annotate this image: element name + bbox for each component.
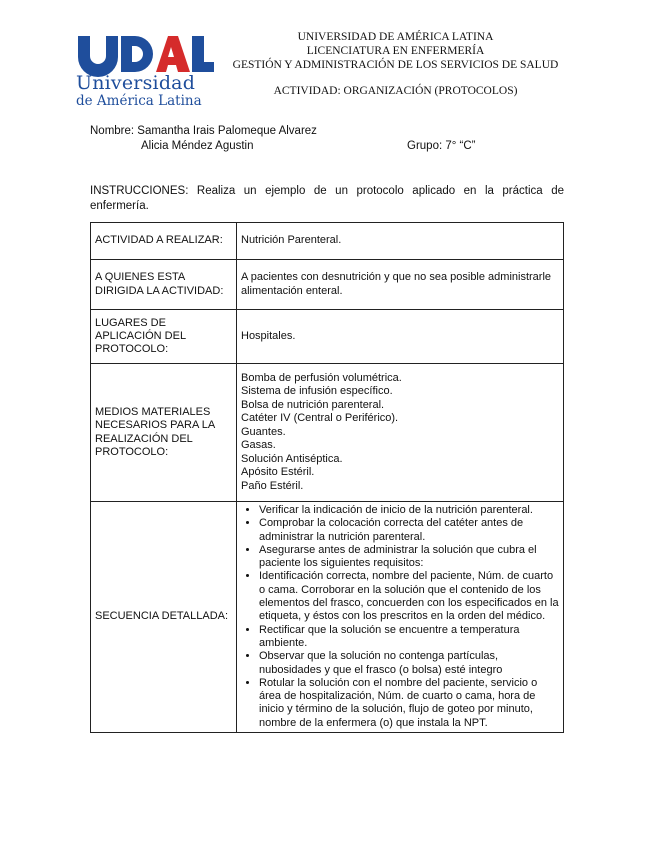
row-label: SECUENCIA DETALLADA:: [91, 502, 237, 733]
steps-cell: [237, 502, 564, 733]
list-item: • Verificar la indicación de inicio de la nutrición parenteral.: [259, 504, 559, 517]
row-label: A QUIENES ESTA DIRIGIDA LA ACTIVIDAD:: [91, 260, 237, 310]
table-row: [91, 310, 564, 364]
list-item: • Rotular la solución con el nombre del paciente, servicio o área de hospitalización, Núm. de cuarto o cama, hora de inicio y término de la solución, flujo de goteo por minuto, nombre de la enfermera (o) que instala la NPT.: [259, 677, 559, 730]
list-item: Gasas.: [241, 439, 276, 452]
row-value: Nutrición Parenteral.: [237, 223, 564, 260]
logo-text-line1: Universidad: [76, 72, 196, 94]
table-row: [91, 223, 564, 260]
list-item: Bolsa de nutrición parenteral.: [241, 398, 385, 411]
student-name-1: Nombre: Samantha Irais Palomeque Alvarez: [90, 125, 317, 137]
list-item: Catéter IV (Central o Periférico).: [241, 412, 399, 425]
student-name-2: Alicia Méndez Agustin: [141, 140, 254, 152]
list-item: Bomba de perfusión volumétrica.: [241, 371, 402, 384]
header-activity: ACTIVIDAD: ORGANIZACIÓN (PROTOCOLOS): [273, 85, 518, 97]
list-item: Sistema de infusión específico.: [241, 385, 393, 398]
list-item: • Comprobar la colocación correcta del catéter antes de administrar la nutrición parenteral.: [259, 517, 559, 544]
document-header: [218, 30, 573, 98]
row-label: LUGARES DE APLICACIÓN DEL PROTOCOLO:: [91, 310, 237, 364]
materials-list: [237, 364, 564, 502]
student-group: Grupo: 7° “C”: [407, 140, 476, 152]
table-row: [91, 364, 564, 502]
table-row: [91, 260, 564, 310]
list-item: • Asegurarse antes de administrar la solución que cubra el paciente los siguientes requisitos:: [259, 544, 559, 571]
list-item: Guantes.: [241, 425, 286, 438]
protocol-table: [90, 222, 564, 733]
table-row: [91, 502, 564, 733]
row-value: A pacientes con desnutrición y que no sea posible administrarle alimentación enteral.: [237, 260, 564, 310]
list-item: • Observar que la solución no contenga partículas, nubosidades y que el frasco (o bolsa) esté integro: [259, 650, 559, 677]
row-label: MEDIOS MATERIALES NECESARIOS PARA LA REALIZACIÓN DEL PROTOCOLO:: [91, 364, 237, 502]
list-item: • Rectificar que la solución se encuentre a temperatura ambiente.: [259, 624, 559, 651]
udal-logo: [74, 32, 214, 110]
logo-text-line2: de América Latina: [76, 93, 202, 109]
list-item: Apósito Estéril.: [241, 466, 315, 479]
header-university: UNIVERSIDAD DE AMÉRICA LATINA: [297, 31, 494, 43]
row-value: Hospitales.: [237, 310, 564, 364]
header-degree: LICENCIATURA EN ENFERMERÍA: [306, 45, 485, 57]
list-item: • Identificación correcta, nombre del paciente, Núm. de cuarto o cama. Corroborar en la solución que el contenido de los elementos del frasco, concuerden con los especificados en la etiqueta, y éstos con los prescritos en la orden del médico.: [259, 570, 559, 623]
instructions: INSTRUCCIONES: Realiza un ejemplo de un protocolo aplicado en la práctica de enfermería.: [90, 185, 564, 212]
row-label: ACTIVIDAD A REALIZAR:: [91, 223, 237, 260]
header-course: GESTIÓN Y ADMINISTRACIÓN DE LOS SERVICIOS DE SALUD: [232, 59, 559, 71]
list-item: Solución Antiséptica.: [241, 452, 343, 465]
list-item: Paño Estéril.: [241, 479, 304, 492]
steps-list: [241, 504, 559, 730]
